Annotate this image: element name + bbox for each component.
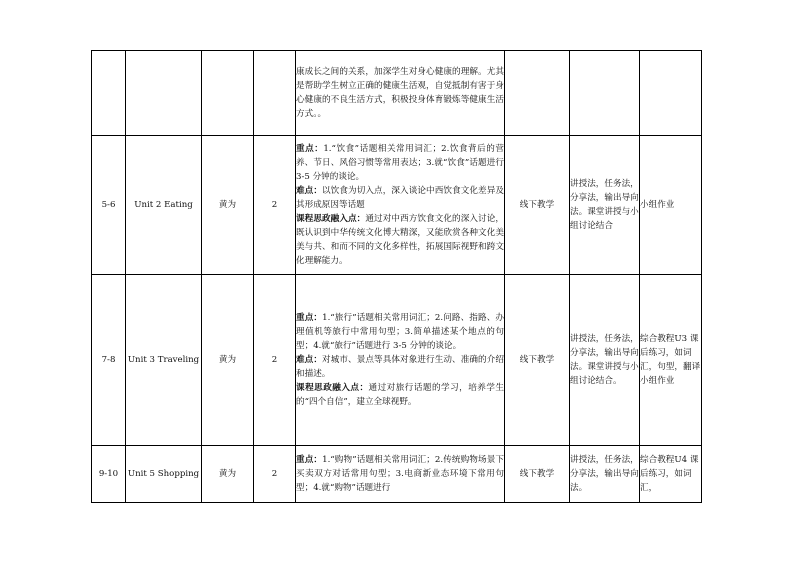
content-text: 1.“购物”话题相关常用词汇；2.传统购物场景下买卖双方对话常用句型；3.电商新业态环境下常用句型；4.就“购物”话题进行 bbox=[296, 455, 504, 493]
mode-cell bbox=[505, 51, 570, 136]
content-key: 难点： bbox=[296, 355, 323, 365]
homework-cell: 小组作业 bbox=[640, 136, 702, 275]
syllabus-table bbox=[91, 50, 702, 503]
teacher-cell bbox=[202, 51, 254, 136]
content-text: 以饮食为切入点，深入谈论中西饮食文化差异及其形成原因等话题 bbox=[296, 186, 504, 210]
methods-cell: 讲授法，任务法，分享法，输出导向法。课堂讲授与小组讨论结合 bbox=[570, 136, 640, 275]
hours-cell: 2 bbox=[254, 275, 296, 446]
content-paragraph bbox=[296, 65, 504, 121]
content-cell bbox=[296, 136, 505, 275]
content-text: 对城市、景点等具体对象进行生动、准确的介绍和描述。 bbox=[296, 355, 504, 379]
week-cell: 7-8 bbox=[92, 275, 126, 446]
methods-cell: 讲授法，任务法，分享法，输出导向法。课堂讲授与小组讨论结合。 bbox=[570, 275, 640, 446]
methods-cell bbox=[570, 51, 640, 136]
content-cell bbox=[296, 275, 505, 446]
table-row bbox=[92, 446, 702, 503]
teacher-cell: 黄为 bbox=[202, 275, 254, 446]
content-paragraph bbox=[296, 453, 504, 495]
table-row bbox=[92, 51, 702, 136]
table-row bbox=[92, 136, 702, 275]
content-cell bbox=[296, 51, 505, 136]
content-paragraph bbox=[296, 311, 504, 353]
content-text: 通过对旅行话题的学习，培养学生的“四个自信”，建立全球视野。 bbox=[296, 383, 504, 407]
content-key: 课程思政融入点： bbox=[296, 214, 366, 224]
hours-cell bbox=[254, 51, 296, 136]
teacher-cell: 黄为 bbox=[202, 446, 254, 503]
week-cell: 5-6 bbox=[92, 136, 126, 275]
teacher-cell: 黄为 bbox=[202, 136, 254, 275]
content-key: 重点： bbox=[296, 144, 324, 154]
content-paragraph bbox=[296, 212, 504, 268]
content-key: 重点： bbox=[296, 455, 323, 465]
mode-cell: 线下教学 bbox=[505, 136, 570, 275]
methods-cell: 讲授法，任务法，分享法，输出导向法。 bbox=[570, 446, 640, 503]
content-paragraph bbox=[296, 142, 504, 184]
content-paragraph bbox=[296, 353, 504, 381]
table-row bbox=[92, 275, 702, 446]
content-paragraph bbox=[296, 381, 504, 409]
content-cell bbox=[296, 446, 505, 503]
content-key: 难点： bbox=[296, 186, 323, 196]
content-text: 1.“旅行”话题相关常用词汇；2.问路、指路、办理值机等旅行中常用句型；3.简单描述某个地点的句型；4.就“旅行”话题进行 3-5 分钟的谈论。 bbox=[296, 313, 504, 351]
week-cell bbox=[92, 51, 126, 136]
content-text: 1.“饮食”话题相关常用词汇；2.饮食背后的营养、节日、风俗习惯等常用表达；3.就“饮食”话题进行 3-5 分钟的谈论。 bbox=[296, 144, 504, 182]
mode-cell: 线下教学 bbox=[505, 275, 570, 446]
unit-cell bbox=[126, 51, 202, 136]
content-text: 康成长之间的关系，加深学生对身心健康的理解。尤其是帮助学生树立正确的健康生活观，自觉抵制有害于身心健康的不良生活方式，积极投身体育锻炼等健康生活方式。。 bbox=[296, 67, 504, 119]
content-key: 课程思政融入点： bbox=[296, 383, 369, 393]
content-paragraph bbox=[296, 184, 504, 212]
week-cell: 9-10 bbox=[92, 446, 126, 503]
unit-cell: Unit 3 Traveling bbox=[126, 275, 202, 446]
homework-cell: 综合教程U4 课后练习，如词汇， bbox=[640, 446, 702, 503]
unit-cell: Unit 2 Eating bbox=[126, 136, 202, 275]
content-text: 通过对中西方饮食文化的深入讨论，既认识到中华传统文化博大精深，又能欣赏各种文化美美与共、和而不同的文化多样性，拓展国际视野和跨文化理解能力。 bbox=[296, 214, 504, 266]
homework-cell: 综合教程U3 课后练习，如词汇，句型，翻译小组作业 bbox=[640, 275, 702, 446]
homework-cell bbox=[640, 51, 702, 136]
content-key: 重点： bbox=[296, 313, 323, 323]
hours-cell: 2 bbox=[254, 446, 296, 503]
unit-cell: Unit 5 Shopping bbox=[126, 446, 202, 503]
mode-cell: 线下教学 bbox=[505, 446, 570, 503]
hours-cell: 2 bbox=[254, 136, 296, 275]
